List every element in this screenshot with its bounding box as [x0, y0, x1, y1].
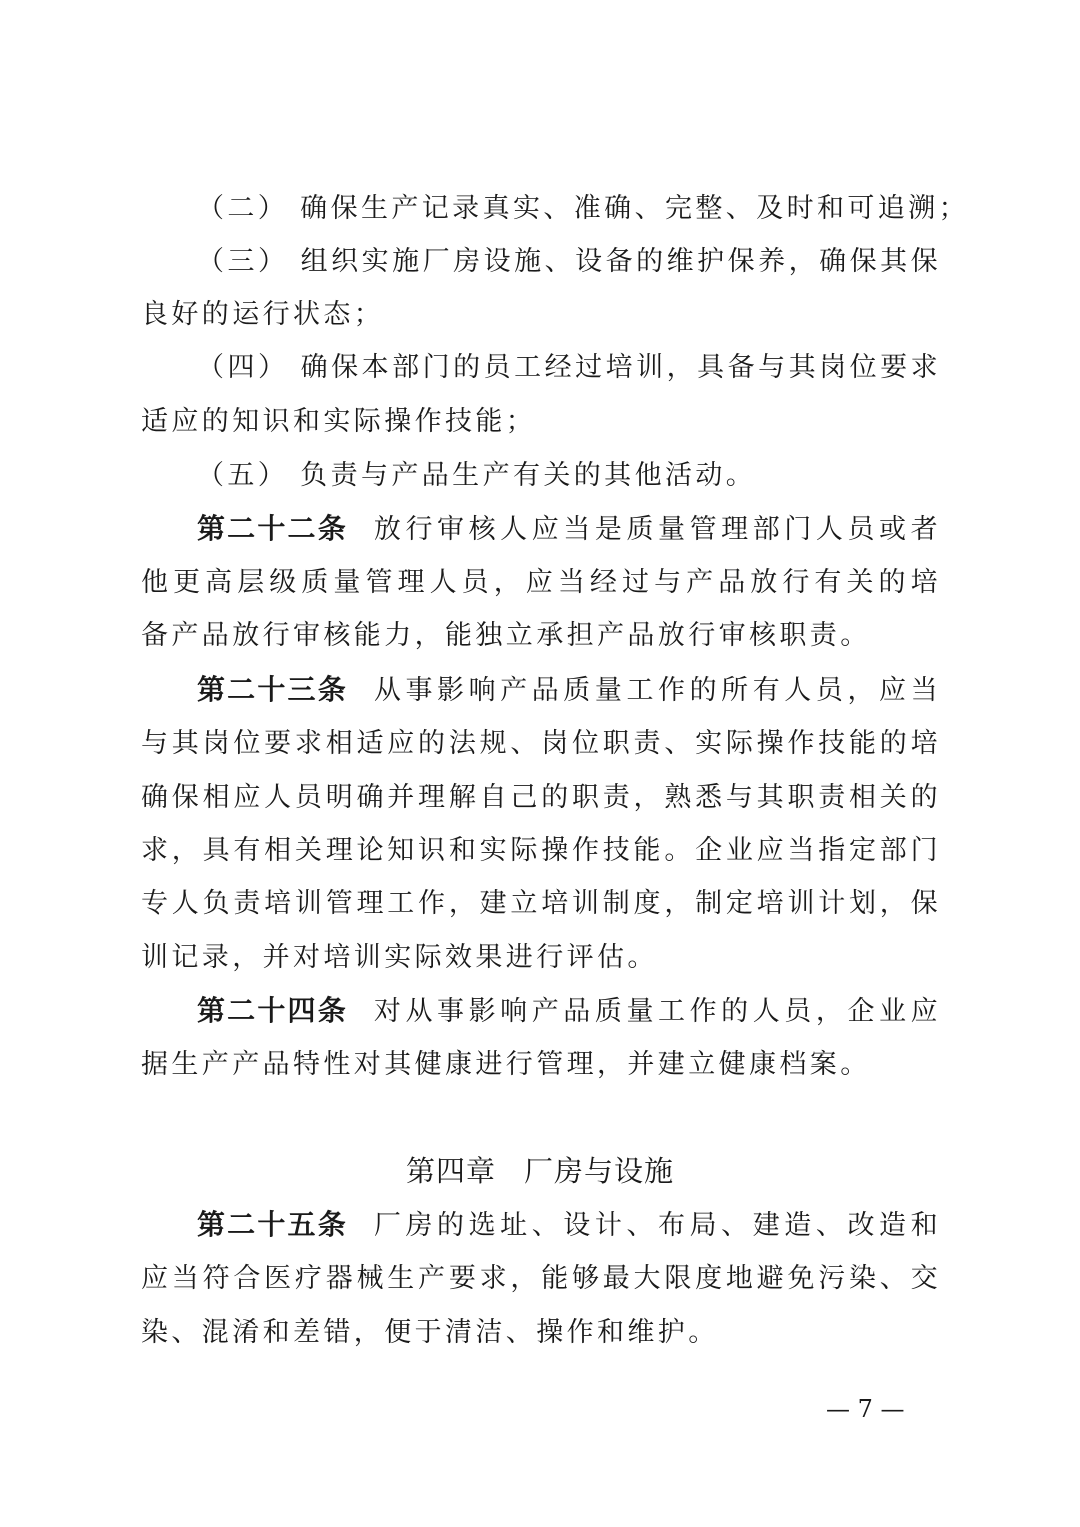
- article-23-text-1: 从事影响产品质量工作的所有人员，应当: [373, 675, 941, 706]
- paragraph-item-3-line-1: （三） 组织实施厂房设施、设备的维护保养，确保其保: [197, 246, 941, 277]
- article-23-line-5: 专人负责培训管理工作，建立培训制度，制定培训计划，保: [141, 888, 941, 919]
- article-25-line-3: 染、混淆和差错，便于清洁、操作和维护。: [141, 1317, 719, 1348]
- chapter-title: 厂房与设施: [524, 1154, 675, 1188]
- article-23-line-2: 与其岗位要求相适应的法规、岗位职责、实际操作技能的培: [141, 728, 941, 759]
- page-number: — 7 —: [826, 1395, 905, 1423]
- article-25-text-1: 厂房的选址、设计、布局、建造、改造和: [373, 1210, 941, 1241]
- article-25-line-2: 应当符合医疗器械生产要求，能够最大限度地避免污染、交: [141, 1263, 941, 1294]
- article-23-line-1: [197, 672, 941, 708]
- paragraph-item-2: （二） 确保生产记录真实、准确、完整、及时和可追溯；: [197, 193, 969, 224]
- article-23-label: 第二十三条: [197, 673, 348, 706]
- paragraph-item-3-line-2: 良好的运行状态；: [141, 299, 385, 330]
- paragraph-item-5: （五） 负责与产品生产有关的其他活动。: [197, 460, 757, 491]
- article-23-line-6: 训记录，并对培训实际效果进行评估。: [141, 942, 658, 973]
- article-22-text-1: 放行审核人应当是质量管理部门人员或者: [373, 514, 941, 545]
- article-25-label: 第二十五条: [197, 1208, 348, 1241]
- article-25-line-1: [197, 1207, 941, 1243]
- paragraph-item-4-line-2: 适应的知识和实际操作技能；: [141, 406, 537, 437]
- paragraph-item-4-line-1: （四） 确保本部门的员工经过培训，具备与其岗位要求: [197, 352, 941, 383]
- article-24-line-1: [197, 993, 941, 1029]
- chapter-heading: [0, 1153, 1080, 1189]
- article-23-line-4: 求，具有相关理论知识和实际操作技能。企业应当指定部门: [141, 835, 941, 866]
- article-24-line-2: 据生产产品特性对其健康进行管理，并建立健康档案。: [141, 1049, 871, 1080]
- article-23-line-3: 确保相应人员明确并理解自己的职责，熟悉与其职责相关的: [141, 782, 941, 813]
- chapter-number: 第四章: [405, 1154, 496, 1188]
- article-24-text-1: 对从事影响产品质量工作的人员，企业应: [373, 996, 941, 1027]
- article-22-line-2: 他更高层级质量管理人员，应当经过与产品放行有关的培: [141, 567, 941, 598]
- article-22-line-3: 备产品放行审核能力，能独立承担产品放行审核职责。: [141, 620, 871, 651]
- article-24-label: 第二十四条: [197, 994, 348, 1027]
- article-22-label: 第二十二条: [197, 512, 348, 545]
- article-22-line-1: [197, 511, 941, 547]
